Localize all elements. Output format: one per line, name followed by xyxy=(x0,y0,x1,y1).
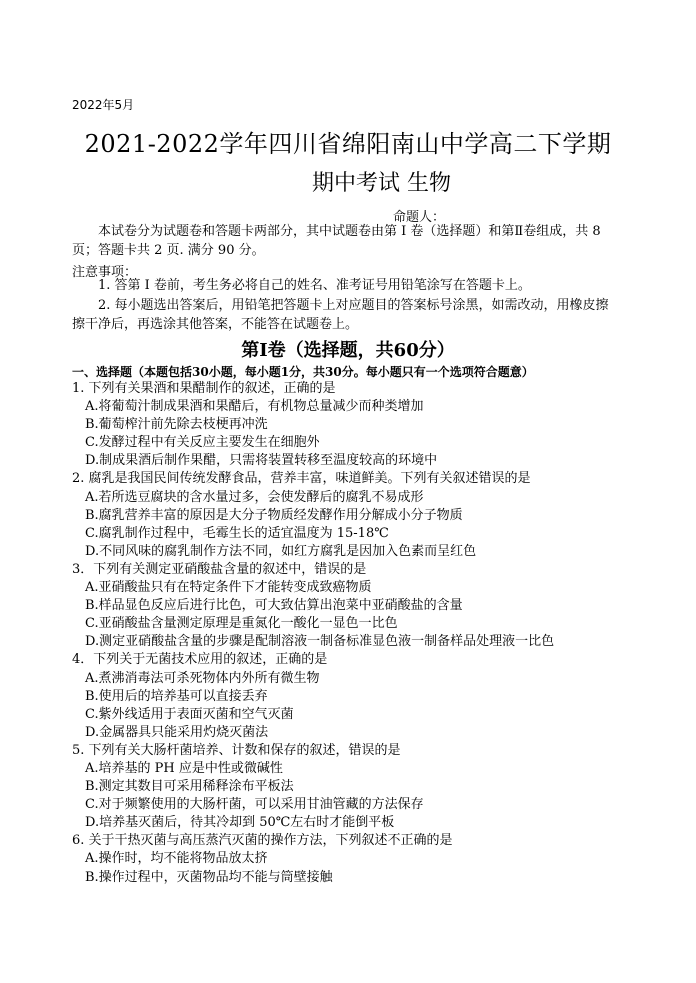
exam-date: 2022年5月 xyxy=(72,98,135,112)
question-option: C.紫外线适用于表面灭菌和空气灭菌 xyxy=(85,706,294,722)
question-option: A.煮沸消毒法可杀死物体内外所有微生物 xyxy=(85,670,320,686)
question-stem: 6. 关于干热灭菌与高压蒸汽灭菌的操作方法，下列叙述不正确的是 xyxy=(72,833,453,849)
question-stem: 1. 下列有关果酒和果醋制作的叙述，正确的是 xyxy=(72,381,336,396)
question-option: A.若所选豆腐块的含水量过多，会使发酵后的腐乳不易成形 xyxy=(85,489,424,505)
intro-paragraph: 本试卷分为试题卷和答题卡两部分，其中试题卷由第 I 卷（选择题）和第Ⅱ卷组成，共 8 页；答题卡共 2 页. 满分 90 分。 xyxy=(72,224,601,258)
question-list xyxy=(72,380,632,887)
question-option: B.样品显色反应后进行比色，可大致估算出泡菜中亚硝酸盐的含量 xyxy=(85,598,463,614)
question-option: D.测定亚硝酸盐含量的步骤是配制溶液一制备标准显色液一制备样品处理液一比色 xyxy=(85,634,555,650)
question-option: A.亚硝酸盐只有在特定条件下才能转变成致癌物质 xyxy=(85,580,372,596)
question-option: B.使用后的培养基可以直接丢弃 xyxy=(85,688,268,704)
question-option: B.操作过程中，灭菌物品均不能与筒壁接触 xyxy=(85,869,333,885)
question-stem: 3．下列有关测定亚硝酸盐含量的叙述中，错误的是 xyxy=(72,561,367,577)
question-option: C.对于频繁使用的大肠杆菌，可以采用甘油管藏的方法保存 xyxy=(85,797,424,813)
notice-title: 注意事项： xyxy=(72,265,138,280)
question-option: C.腐乳制作过程中，毛霉生长的适宜温度为 15-18℃ xyxy=(85,525,389,541)
question-stem: 5. 下列有关大肠杆菌培养、计数和保存的叙述，错误的是 xyxy=(72,742,401,758)
question-option: D.培养基灭菌后，待其冷却到 50℃左右时才能倒平板 xyxy=(85,815,395,831)
author-label: 命题人： xyxy=(393,210,446,225)
question-option: B.葡萄榨汁前先除去枝梗再冲洗 xyxy=(85,417,268,433)
question-option: D.不同风味的腐乳制作方法不同，如红方腐乳是因加入色素而呈红色 xyxy=(85,543,477,559)
question-option: D.金属器具只能采用灼烧灭菌法 xyxy=(85,724,269,740)
exam-title: 2021-2022学年四川省绵阳南山中学高二下学期 xyxy=(84,130,612,158)
question-stem: 2. 腐乳是我国民间传统发酵食品，营养丰富，味道鲜美。下列有关叙述错误的是 xyxy=(72,471,531,487)
section-title: 第Ⅰ卷（选择题，共60分） xyxy=(241,340,455,361)
notice-item: 2. 每小题选出答案后，用铅笔把答题卡上对应题目的答案标号涂黑，如需改动，用橡皮擦擦干净后，再选涂其他答案，不能答在试题卷上。 xyxy=(72,298,609,332)
question-option: C.发酵过程中有关反应主要发生在细胞外 xyxy=(85,435,320,451)
question-block xyxy=(72,561,632,651)
question-option: A.操作时，均不能将物品放太挤 xyxy=(85,851,268,867)
exam-subtitle: 期中考试 生物 xyxy=(312,171,451,196)
question-option: B.腐乳营养丰富的原因是大分子物质经发酵作用分解成小分子物质 xyxy=(85,507,463,523)
question-block xyxy=(72,832,632,886)
question-block xyxy=(72,742,632,832)
question-option: A.培养基的 PH 应是中性或微碱性 xyxy=(85,760,283,776)
question-option: A.将葡萄汁制成果酒和果醋后，有机物总量减少而种类增加 xyxy=(85,399,424,415)
question-stem: 4．下列关于无菌技术应用的叙述，正确的是 xyxy=(72,652,328,668)
question-block xyxy=(72,380,632,470)
question-option: B.测定其数目可采用稀释涂布平板法 xyxy=(85,779,294,795)
question-option: C.亚硝酸盐含量测定原理是重氮化一酸化一显色一比色 xyxy=(85,616,398,632)
part-heading: 一、选择题（本题包括30小题，每小题1分，共30分。每小题只有一个选项符合题意） xyxy=(72,365,534,379)
question-block xyxy=(72,651,632,741)
question-block xyxy=(72,470,632,560)
question-option: D.制成果酒后制作果醋，只需将装置转移至温度较高的环境中 xyxy=(85,453,438,469)
notice-item: 1. 答第 I 卷前，考生务必将自己的姓名、准考证号用铅笔涂写在答题卡上。 xyxy=(98,278,531,293)
